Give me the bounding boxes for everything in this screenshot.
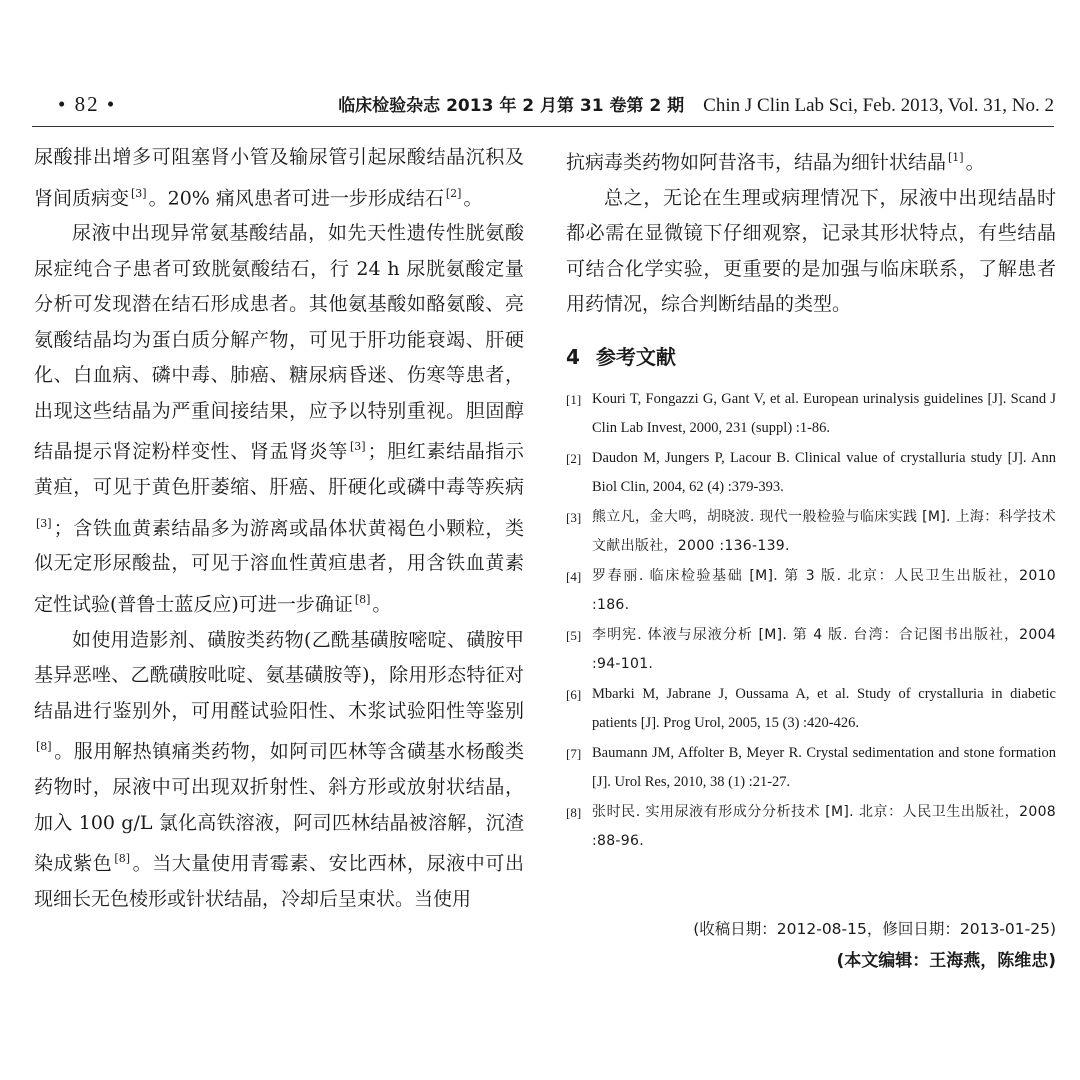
reference-index: [6]	[566, 686, 582, 702]
reference-item	[566, 503, 1056, 562]
citation: [8]	[114, 852, 130, 866]
citation: [3]	[350, 440, 366, 454]
reference-index: [1]	[566, 391, 582, 407]
citation: [8]	[36, 740, 52, 754]
reference-item	[566, 621, 1056, 680]
section-heading	[566, 341, 1056, 373]
paragraph: 抗病毒类药物如阿昔洛韦，结晶为细针状结晶 [1] 。	[566, 151, 985, 174]
reference-index: [8]	[566, 804, 582, 820]
reference-index: [2]	[566, 450, 582, 466]
citation: [3]	[131, 186, 147, 200]
reference-text: Mbarki M, Jabrane J, Oussama A, et al. Study of crystalluria in diabetic patients [J]. Prog Urol, 2005, 15 (3) :420-426.	[592, 685, 1056, 732]
reference-text: 熊立凡，金大鸣，胡晓波. 现代一般检验与临床实践 [M]. 上海：科学技术文献出版社，2000 :136-139.	[592, 508, 1056, 555]
reference-index: [5]	[566, 627, 582, 643]
paragraph: 尿液中出现异常氨基酸结晶，如先天性遗传性胱氨酸尿症纯合子患者可致胱氨酸结石，行 24 h 尿胱氨酸定量分析可发现潜在结石形成患者。其他氨基酸如酪氨酸、亮氨酸结晶均为蛋白质分解产物，可见于肝功能衰竭、肝硬化、白血病、磷中毒、肺癌、糖尿病昏迷、伤寒等患者，出现这些结晶为严重间接结果，应予以特别重视。胆固醇结晶提示肾淀粉样变性、肾盂肾炎等 [3] ；胆红素结晶指示黄疸，可见于黄色肝萎缩、肝癌、肝硬化或磷中毒等疾病[3] ；含铁血黄素结晶多为游离或晶体状黄褐色小颗粒，类似无定形尿酸盐，可见于溶血性黄疸患者，用含铁血黄素定性试验(普鲁士蓝反应)可进一步确证 [8] 。	[34, 222, 524, 616]
citation: [2]	[445, 186, 462, 200]
section-title: 参考文献	[595, 344, 676, 369]
citation: [3]	[36, 516, 52, 530]
reference-item	[566, 798, 1056, 857]
reference-text: Kouri T, Fongazzi G, Gant V, et al. European urinalysis guidelines [J]. Scand J Clin Lab Invest, 2000, 231 (suppl) :1-86.	[592, 390, 1056, 437]
reference-item	[566, 680, 1056, 739]
reference-text: 张时民. 实用尿液有形成分分析技术 [M]. 北京：人民卫生出版社，2008 :88-96.	[592, 803, 1056, 850]
citation: [1]	[948, 151, 964, 164]
page-header	[58, 86, 1054, 122]
reference-list	[566, 385, 1056, 857]
received-revised-dates: (收稿日期：2012-08-15，修回日期：2013-01-25)	[693, 919, 1056, 938]
reference-text: Daudon M, Jungers P, Lacour B. Clinical value of crystalluria study [J]. Ann Biol Clin, 2004, 62 (4) :379-393.	[592, 449, 1056, 496]
journal-title-cn: 临床检验杂志 2013 年 2 月第 31 卷第 2 期	[338, 96, 685, 116]
paragraph: 如使用造影剂、磺胺类药物(乙酰基磺胺嘧啶、磺胺甲基异恶唑、乙酰磺胺吡啶、氨基磺胺等)，除用形态特征对结晶进行鉴别外，可用醛试验阳性、木浆试验阳性等鉴别[8] 。服用解热镇痛类药物，如阿司匹林等含磺基水杨酸类药物时，尿液中可出现双折射性、斜方形或放射状结晶，加入 100 g/L 氯化高铁溶液，阿司匹林结晶被溶解，沉渣染成紫色 [8] 。当大量使用青霉素、安比西林，尿液中可出现细长无色棱形或针状结晶，冷却后呈束状。当使用	[34, 628, 524, 910]
reference-item	[566, 385, 1056, 444]
page-number: • 82 •	[58, 91, 117, 116]
right-column	[566, 140, 1056, 977]
reference-index: [7]	[566, 745, 582, 761]
header-rule	[32, 126, 1054, 127]
section-number: 4	[566, 344, 580, 369]
reference-item	[566, 739, 1056, 798]
reference-text: Baumann JM, Affolter B, Meyer R. Crystal sedimentation and stone formation [J]. Urol Res, 2010, 38 (1) :21-27.	[592, 744, 1056, 791]
journal-running-head	[338, 91, 1054, 117]
reference-text: 李明宪. 体液与尿液分析 [M]. 第 4 版. 台湾：合记图书出版社，2004 :94-101.	[592, 626, 1056, 673]
citation: [8]	[354, 592, 371, 606]
reference-index: [3]	[566, 509, 582, 525]
paragraph: 总之，无论在生理或病理情况下，尿液中出现结晶时都必需在显微镜下仔细观察，记录其形状特点，有些结晶可结合化学实验，更重要的是加强与临床联系，了解患者用药情况，综合判断结晶的类型。	[566, 186, 1056, 316]
reference-text: 罗春丽. 临床检验基础 [M]. 第 3 版. 北京：人民卫生出版社，2010 :186.	[592, 567, 1056, 614]
article-editor: (本文编辑：王海燕，陈维忠)	[836, 950, 1056, 971]
paragraph: 尿酸排出增多可阻塞肾小管及输尿管引起尿酸结晶沉积及肾间质病变 [3] 。20% 痛风患者可进一步形成结石 [2] 。	[34, 146, 524, 209]
reference-index: [4]	[566, 568, 582, 584]
left-column	[34, 140, 524, 917]
journal-title-en: Chin J Clin Lab Sci, Feb. 2013, Vol. 31, No. 2	[703, 95, 1054, 116]
reference-item	[566, 444, 1056, 503]
reference-item	[566, 562, 1056, 621]
